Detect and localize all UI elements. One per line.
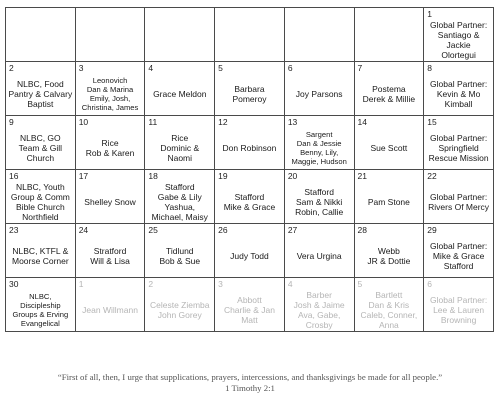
day-number: 2 [148,279,154,289]
day-entry: Vera Urgina [296,250,342,261]
calendar-cell [145,62,215,116]
calendar-cell-next-month [75,278,145,332]
day-number: 9 [9,117,14,127]
day-number: 23 [9,225,19,235]
day-entry: Jean Willmann [82,304,138,315]
day-entry [8,19,73,60]
calendar-cell [75,8,145,62]
calendar-cell-next-month [424,278,494,332]
calendar-cell [75,62,145,116]
day-entry: NLBC, Discipleship Groups & Erving Evangelical [12,291,69,328]
calendar-cell [354,170,424,224]
day-entry: Pam Stone [367,196,410,207]
day-entry [287,19,352,60]
day-number: 19 [218,171,228,181]
calendar-cell-next-month [145,278,215,332]
day-entry: Barbara Pomeroy [232,83,267,104]
day-entry: Global Partner: Santiago & Jackie Olortegui [430,19,488,60]
calendar-cell [424,224,494,278]
day-entry: NLBC, Youth Group & Comm Bible Church Northfield [10,181,70,222]
day-entry: Rice Rob & Karen [85,137,135,158]
calendar-cell [354,116,424,170]
calendar-cell [424,8,494,62]
calendar-cell [6,170,76,224]
scripture-reference: 1 Timothy 2:1 [225,383,275,393]
day-number: 5 [218,63,223,73]
day-number: 22 [427,171,437,181]
day-entry: Postema Derek & Millie [362,83,416,104]
calendar-week [6,278,494,332]
day-number: 24 [78,225,89,235]
day-entry [357,19,422,60]
calendar-cell [354,8,424,62]
day-number: 12 [218,117,228,127]
scripture-footer [0,372,500,394]
calendar-cell-next-month [215,278,285,332]
day-number: 10 [78,117,89,127]
day-number: 28 [357,225,367,235]
day-entry: Bartlett Dan & Kris Caleb, Conner, Anna [360,289,418,330]
calendar-cell [6,278,76,332]
day-number: 21 [357,171,367,181]
day-number: 7 [357,63,363,73]
calendar-week [6,116,494,170]
calendar-cell [424,116,494,170]
day-number: 3 [218,279,223,289]
calendar-cell [75,170,145,224]
day-entry: NLBC, Food Pantry & Calvary Baptist [8,78,73,109]
calendar-cell [75,116,145,170]
calendar-cell [75,224,145,278]
day-entry [217,19,282,60]
day-entry [147,19,212,60]
day-number: 13 [287,117,298,127]
calendar-cell [354,224,424,278]
day-entry: Stafford Gabe & Lily Yashua, Michael, Maisy [151,181,208,222]
day-number: 8 [427,63,432,73]
day-entry: Webb JR & Dottie [367,245,411,266]
calendar-cell [354,62,424,116]
calendar-cell [284,170,354,224]
calendar-cell [6,116,76,170]
day-entry: Global Partner: Lee & Lauren Browning [430,294,488,325]
day-entry: Joy Parsons [295,88,343,99]
day-entry: Judy Todd [230,250,269,261]
day-entry: Rice Dominic & Naomi [160,132,200,163]
calendar-cell [215,62,285,116]
calendar-week [6,224,494,278]
day-number: 6 [427,279,432,289]
calendar-cell [145,224,215,278]
day-number: 14 [357,117,367,127]
day-number: 1 [78,279,84,289]
day-number: 6 [287,63,293,73]
day-entry: Global Partner: Rivers Of Mercy [428,191,490,212]
day-number: 30 [9,279,19,289]
day-number: 26 [218,225,228,235]
day-entry: Sue Scott [370,142,408,153]
calendar-week [6,8,494,62]
day-entry: Celeste Ziemba John Gorey [149,299,210,320]
day-entry: Global Partner: Springfield Rescue Mission [428,132,489,163]
day-number: 1 [427,9,432,19]
calendar-cell [6,8,76,62]
calendar-week [6,62,494,116]
prayer-calendar [5,7,494,332]
day-number: 3 [78,63,84,73]
calendar-cell [424,62,494,116]
day-number: 4 [148,63,154,73]
day-entry: Stafford Sam & Nikki Robin, Callie [295,186,344,217]
calendar-cell [284,8,354,62]
day-number: 25 [148,225,158,235]
calendar-cell-next-month [354,278,424,332]
calendar-cell [145,170,215,224]
day-entry: Global Partner: Mike & Grace Stafford [430,240,488,271]
day-number: 29 [427,225,437,235]
calendar-cell [145,8,215,62]
day-number: 5 [357,279,363,289]
calendar-cell [6,62,76,116]
day-entry: Shelley Snow [84,196,136,207]
calendar-cell [6,224,76,278]
day-number: 2 [9,63,14,73]
day-entry: Tidlund Bob & Sue [159,245,201,266]
day-number: 18 [148,171,158,181]
day-number: 11 [148,117,158,127]
day-entry: Don Robinson [222,142,277,153]
day-entry: Global Partner: Kevin & Mo Kimball [430,78,488,109]
day-number: 15 [427,117,437,127]
day-entry: NLBC, KTFL & Moorse Corner [12,245,69,266]
calendar-cell [284,62,354,116]
day-number: 27 [287,225,298,235]
calendar-cell [145,116,215,170]
calendar-cell [215,8,285,62]
scripture-quote: “First of all, then, I urge that supplications, prayers, intercessions, and thanksgivings be made for all people.” [57,372,443,382]
calendar-cell [284,224,354,278]
day-entry [78,19,143,60]
day-number: 16 [9,171,19,181]
day-entry: Grace Meldon [153,88,207,99]
calendar-cell [215,224,285,278]
day-entry: Sargent Dan & Jessie Benny, Lily, Maggie, Hudson [291,129,347,166]
day-entry: Leonovich Dan & Marina Emily, Josh, Christina, James [81,75,139,112]
day-number: 20 [287,171,298,181]
day-entry: Stafford Mike & Grace [223,191,276,212]
calendar-cell-next-month [284,278,354,332]
calendar-cell [215,170,285,224]
calendar-cell [424,170,494,224]
day-entry: NLBC, GO Team & Gill Church [18,132,63,163]
day-number: 4 [287,279,293,289]
day-entry: Abbott Charlie & Jan Matt [223,294,275,325]
day-entry: Stratford Will & Lisa [90,245,130,266]
day-number: 17 [78,171,89,181]
calendar-week [6,170,494,224]
calendar-cell [215,116,285,170]
day-entry: Barber Josh & Jaime Ava, Gabe, Crosby [293,289,345,330]
calendar-cell [284,116,354,170]
